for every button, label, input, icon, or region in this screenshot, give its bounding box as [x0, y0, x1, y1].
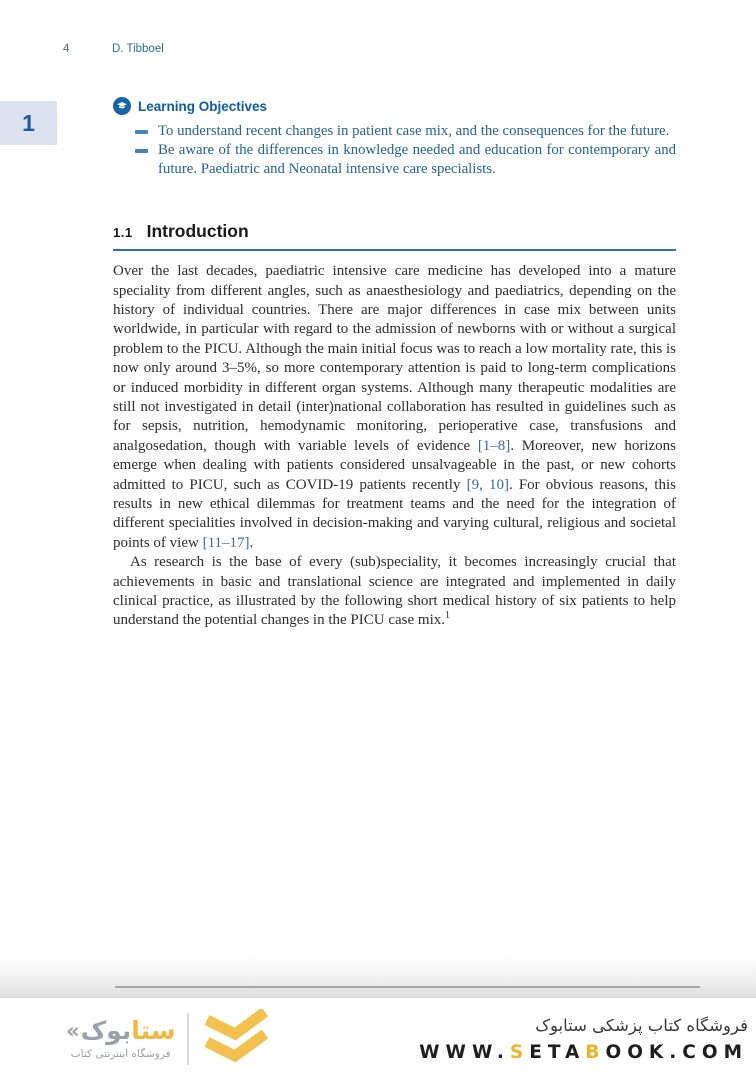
page-edge-line [115, 986, 700, 988]
logo-tagline: فروشگاه اینترنتی کتاب [70, 1048, 171, 1060]
text-run: 1 [445, 610, 450, 622]
chapter-number: 1 [22, 109, 35, 136]
setabook-logo [66, 1009, 271, 1070]
bookstore-footer [0, 998, 756, 1080]
logo-wordmark [66, 1018, 175, 1044]
citation-link[interactable]: [9, 10] [466, 476, 509, 493]
graduation-cap-icon [113, 97, 131, 115]
paragraph [113, 262, 676, 553]
section-number: 1.1 [113, 224, 133, 240]
text-run: As research is the base of every (sub)speciality, it becomes increasingly crucial that achievements in basic and translational science are integrated and implemented in daily clinical practice, as illustrated by the following short medical history of six patients to help understand the potential changes in the PICU case mix. [113, 554, 676, 629]
double-chevron-icon [201, 1009, 271, 1070]
text-run: . [249, 534, 254, 551]
text-run: WWW. [419, 1041, 510, 1063]
page-bottom-shadow [0, 956, 756, 998]
objective-text: To understand recent changes in patient case mix, and the consequences for the future. [158, 123, 670, 139]
dash-bullet-icon [135, 130, 148, 134]
text-run: . For obvious reasons, this results in new ethical dilemmas for treatment teams and the need for the integration of different specialities involved in decision-making and varying cultural, religious and societal points of view [113, 476, 676, 551]
logo-wordmark-block [66, 1018, 175, 1060]
store-name-fa: فروشگاه کتاب پزشکی ستابوک [535, 1015, 748, 1035]
learning-objectives-list [135, 122, 676, 180]
section-introduction [113, 221, 676, 631]
running-author: D. Tibboel [112, 43, 164, 55]
citation-link[interactable]: [11–17] [202, 534, 250, 551]
page-number: 4 [63, 43, 70, 55]
page-content [113, 97, 676, 631]
text-run: S [509, 1041, 530, 1063]
text-run: OOK.COM [605, 1041, 748, 1063]
footer-right [419, 1016, 748, 1063]
learning-objectives [113, 97, 676, 180]
wordmark-accent-part: ستا [131, 1016, 176, 1045]
citation-link[interactable]: [1–8] [477, 437, 511, 454]
text-run: . Moreover, new horizons emerge when dealing with patients considered unsalvageable in the past, or new cohorts admitted to PICU, such as COVID-19 patients recently [113, 437, 676, 493]
text-run: ETA [529, 1041, 586, 1063]
learning-objectives-header [113, 97, 676, 115]
logo-divider [187, 1013, 189, 1065]
dash-bullet-icon [135, 149, 148, 153]
body-text [113, 262, 676, 631]
chapter-tab [0, 101, 57, 145]
section-rule [113, 249, 676, 252]
objective-item [135, 122, 676, 141]
paragraph [113, 553, 676, 631]
learning-objectives-title: Learning Objectives [138, 98, 268, 114]
setabook-url[interactable] [419, 1042, 748, 1063]
guillemet-mark: « [66, 1019, 80, 1043]
wordmark-gray-part: بوک [80, 1016, 132, 1045]
section-title: Introduction [146, 220, 249, 241]
section-heading [113, 221, 676, 242]
text-run: B [585, 1041, 606, 1063]
objective-text: Be aware of the differences in knowledge needed and education for contemporary and future. Paediatric and Neonatal intensive care specialists. [158, 142, 676, 178]
objective-item [135, 141, 676, 179]
text-run: Over the last decades, paediatric intensive care medicine has developed into a mature speciality from different angles, such as anaesthesiology and paediatrics, depending on the history of individual countries. There are major differences in case mix between units worldwide, in particular with regard to the admission of newborns with or without a surgical problem to the PICU. Although the main initial focus was to reach a low mortality rate, this is now only around 3–5%, so more contemporary attention is paid to long-term complications or induced morbidity in different organ systems. Although many therapeutic modalities are still not investigated in detail (inter)national collaboration has resulted in guidelines such as for sepsis, nutrition, hemodynamic monitoring, perioperative case, transfusions and analgosedation, though with variable levels of evidence [113, 263, 676, 454]
